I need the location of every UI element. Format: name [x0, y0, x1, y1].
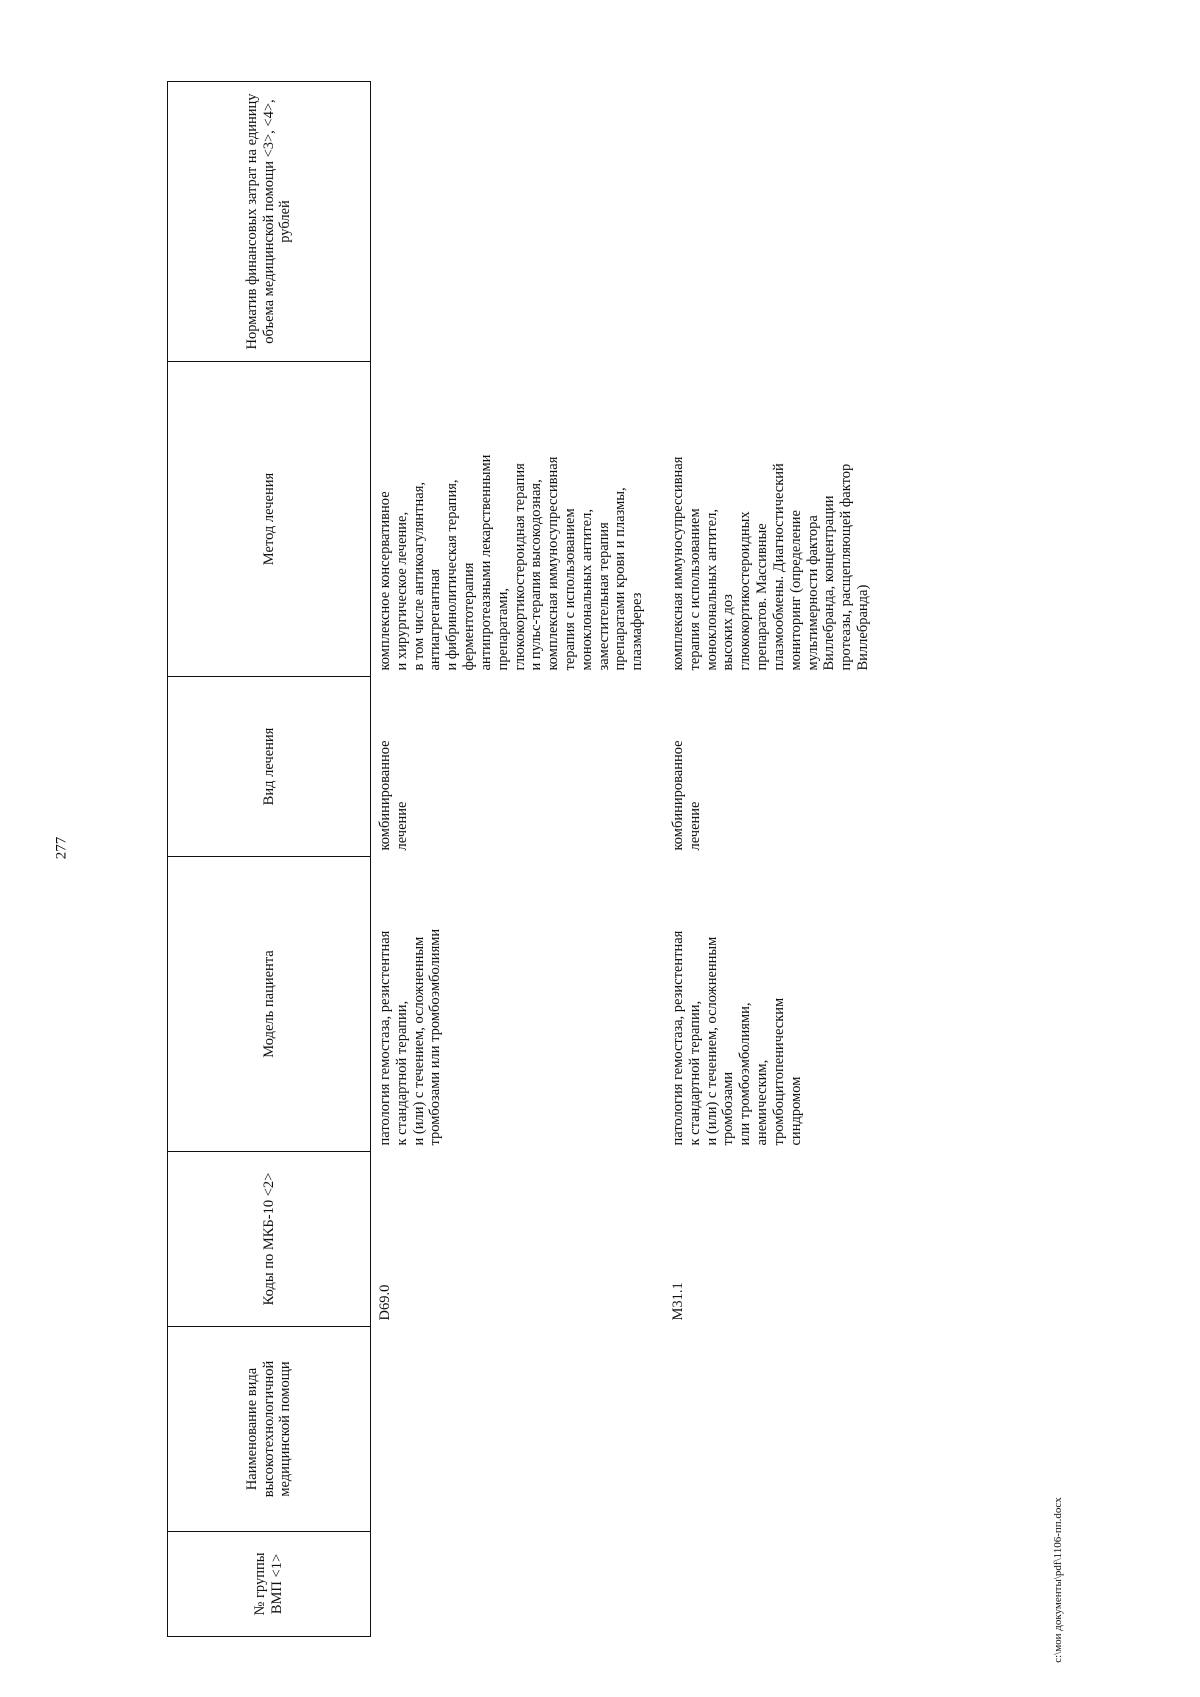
cell-line: моноклональных антител, — [578, 509, 595, 671]
cell-line: комплексная иммуносупрессивная — [545, 456, 562, 671]
cell-method — [371, 362, 651, 677]
cell-model — [664, 857, 876, 1152]
cell-line: и (или) с течением, осложненным — [703, 936, 720, 1146]
cell-line: антипротеазными лекарственными — [477, 454, 494, 671]
cell-line: лечение — [393, 801, 410, 851]
cell-line: тромбозами или тромбоэмболиями — [427, 928, 444, 1146]
cell-line: тромбоцитопеническим — [770, 997, 787, 1146]
header-codes: Коды по МКБ-10 <2> — [168, 1152, 371, 1327]
header-group: № группы ВМП <1> — [168, 1532, 371, 1637]
cell-line: комбинированное — [670, 740, 686, 851]
cell-type — [664, 677, 876, 857]
cell-line: и (или) с течением, осложненным — [410, 936, 427, 1146]
cell-code: D69.0 — [377, 1284, 393, 1321]
cell-cost — [664, 82, 876, 362]
cell-line: патология гемостаза, резистентная — [377, 930, 393, 1146]
rotated-table-container — [167, 82, 1067, 1637]
spacer-cell — [650, 82, 664, 1637]
cell-line: протеазы, расщепляющей фактор — [838, 463, 855, 671]
table-header-row — [168, 82, 371, 1637]
header-method: Метод лечения — [168, 362, 371, 677]
cell-line: и хирургическое лечение, — [393, 511, 410, 671]
cell-line: терапия с использованием — [561, 508, 578, 671]
cell-model — [371, 857, 651, 1152]
cell-line: и фибринолитическая терапия, — [444, 479, 461, 671]
cell-line: высоких доз — [720, 594, 737, 671]
cell-line: синдромом — [787, 1076, 804, 1146]
cell-line: мультимерности фактора — [804, 515, 821, 671]
cell-line: Виллебранда, концентрации — [821, 495, 838, 671]
cell-name — [371, 1327, 651, 1532]
header-cost: Норматив финансовых затрат на единицу объема медицинской помощи <3>, <4>, рублей — [168, 82, 371, 362]
cell-line: препаратов. Массивные — [754, 523, 771, 671]
cell-line: комплексное консервативное — [377, 491, 393, 671]
cell-line: комбинированное — [377, 740, 393, 851]
cell-code: M31.1 — [670, 1282, 686, 1321]
vmp-table — [167, 81, 876, 1637]
cell-line: препаратами, — [494, 588, 511, 671]
cell-line: глюкокортикостероидная терапия — [511, 463, 528, 671]
cell-line: патология гемостаза, резистентная — [670, 930, 686, 1146]
header-type: Вид лечения — [168, 677, 371, 857]
table-row — [371, 82, 651, 1637]
cell-line: заместительная терапия — [595, 522, 612, 671]
cell-line: или тромбоэмболиями, — [737, 1002, 754, 1146]
cell-group — [664, 1532, 876, 1637]
cell-name — [664, 1327, 876, 1532]
row-spacer — [650, 82, 664, 1637]
cell-line: к стандартной терапии, — [393, 1000, 410, 1146]
cell-cost — [371, 82, 651, 362]
cell-line: анемическим, — [754, 1059, 771, 1146]
header-name: Наименование вида высокотехнологичной медицинской помощи — [168, 1327, 371, 1532]
cell-line: комплексная иммуносупрессивная — [670, 456, 686, 671]
cell-line: ферментотерапия — [461, 562, 478, 671]
cell-type — [371, 677, 651, 857]
cell-group — [371, 1532, 651, 1637]
cell-line: плазмаферез — [629, 592, 646, 671]
page-number: 277 — [53, 836, 70, 860]
cell-method — [664, 362, 876, 677]
cell-line: антиагрегантная — [427, 568, 444, 671]
cell-line: Виллебранда) — [854, 584, 871, 671]
cell-line: и пульс-терапия высокодозная, — [528, 479, 545, 671]
cell-line: моноклональных антител, — [703, 509, 720, 671]
cell-line: в том числе антикоагулянтная, — [410, 481, 427, 671]
table-row — [664, 82, 876, 1637]
footer-file-path: c:\мои документы\pdf\1106-пп.docx — [1052, 1497, 1064, 1663]
cell-line: плазмообмены. Диагностический — [770, 463, 787, 671]
cell-line: препаратами крови и плазмы, — [612, 487, 629, 671]
cell-line: тромбозами — [720, 1071, 737, 1146]
cell-line: к стандартной терапии, — [686, 1000, 703, 1146]
cell-line: лечение — [686, 801, 703, 851]
cell-line: мониторинг (определение — [787, 510, 804, 671]
header-model: Модель пациента — [168, 857, 371, 1152]
cell-line: терапия с использованием — [686, 508, 703, 671]
cell-line: глюкокортикостероидных — [737, 511, 754, 671]
